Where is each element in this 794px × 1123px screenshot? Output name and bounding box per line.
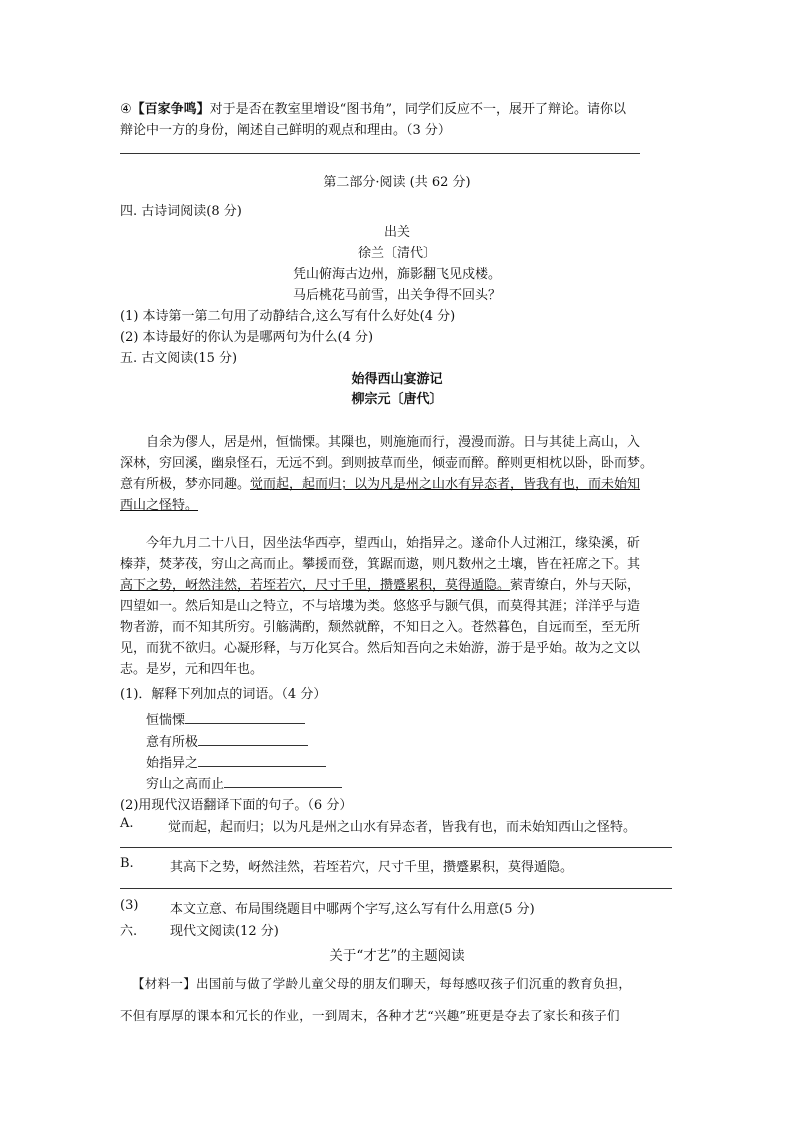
essay-question2: (2)用现代汉语翻译下面的句子。（6 分） bbox=[120, 798, 353, 813]
section6-label: 六. bbox=[120, 924, 138, 939]
word-1: 恒惴慄 bbox=[146, 713, 186, 728]
essay-question3-label: (3) bbox=[120, 898, 139, 913]
p2-line3 bbox=[120, 574, 640, 593]
p2-line3-plain: 萦青缭白，外与天际， bbox=[510, 578, 641, 593]
translate-b-label: B. bbox=[120, 856, 134, 871]
p2-line1: 今年九月二十八日，因坐法华西亭，望西山，始指异之。遂命仆人过湘江，缘染溪，斫 bbox=[146, 536, 641, 551]
essay-question3-text: 本文立意、布局围绕题目中哪两个字写,这么写有什么用意(5 分) bbox=[170, 902, 535, 917]
p1-line2: 深林，穷回溪，幽泉怪石，无远不到。到则披草而坐，倾壶而醉。醉则更相枕以卧，卧而梦。 bbox=[120, 456, 654, 471]
p2-line2: 榛莽，焚茅茷，穷山之高而止。攀援而登，箕踞而遨，则凡数州之土壤，皆在衽席之下。其 bbox=[120, 557, 641, 572]
word-item-1 bbox=[146, 709, 305, 728]
q4-tag: 【百家争鸣】 bbox=[131, 102, 210, 117]
p2-line7: 志。是岁，元和四年也。 bbox=[120, 662, 264, 677]
p1-line4: 西山之怪特。 bbox=[120, 498, 199, 513]
answer-line-b[interactable] bbox=[120, 888, 672, 889]
essay-question1: (1)．解释下列加点的词语。（4 分） bbox=[120, 687, 327, 702]
word-2: 意有所极 bbox=[146, 735, 199, 750]
p2-line5: 物者游，而不知其所穷。引觞满酌，颓然就醉，不知日之入。苍然暮色，自远而至，至无所 bbox=[120, 620, 641, 635]
material1-line2: 不但有厚厚的课本和冗长的作业，一到周末，各种才艺“兴趣”班更是夺去了家长和孩子们 bbox=[120, 1008, 620, 1023]
poem-author: 徐兰〔清代〕 bbox=[357, 246, 436, 261]
section5-heading: 五. 古文阅读(15 分) bbox=[120, 351, 238, 366]
essay-author: 柳宗元〔唐代〕 bbox=[351, 392, 443, 407]
section4-heading: 四. 古诗词阅读(8 分) bbox=[120, 204, 242, 219]
word-3: 始指异之 bbox=[146, 756, 199, 771]
p2-line4: 四望如一。然后知是山之特立，不与培塿为类。悠悠乎与颢气俱，而莫得其涯；洋洋乎与造 bbox=[120, 599, 641, 614]
answer-line bbox=[120, 153, 640, 154]
section6-title: 关于“才艺”的主题阅读 bbox=[329, 948, 465, 964]
poem-question1: (1) 本诗第一第二句用了动静结合,这么写有什么好处(4 分) bbox=[120, 309, 456, 324]
q4-line1-text: 对于是否在教室里增设“图书角”，同学们反应不一，展开了辩论。请你以 bbox=[209, 102, 626, 117]
word-item-4 bbox=[146, 773, 342, 792]
poem-title: 出关 bbox=[383, 225, 410, 240]
p1-line1: 自余为僇人，居是州，恒惴慄。其隟也，则施施而行，漫漫而游。日与其徒上高山，入 bbox=[146, 435, 641, 450]
poem-line2: 马后桃花马前雪，出关争得不回头？ bbox=[292, 288, 501, 303]
translate-a-text: 觉而起，起而归；以为凡是州之山水有异态者，皆我有也，而未始知西山之怪特。 bbox=[168, 820, 637, 835]
p1-line3 bbox=[120, 473, 640, 492]
p1-line3-underlined: 觉而起，起而归；以为凡是州之山水有异态者，皆我有也，而未始知 bbox=[250, 477, 641, 492]
poem-question2: (2) 本诗最好的你认为是哪两句为什么(4 分) bbox=[120, 330, 374, 345]
translate-b-text: 其高下之势，岈然洼然，若垤若穴，尺寸千里，攒蹙累积，莫得遁隐。 bbox=[170, 860, 574, 875]
essay-title: 始得西山宴游记 bbox=[351, 372, 443, 387]
translate-a-label: A. bbox=[120, 816, 134, 831]
word-item-2 bbox=[146, 731, 308, 750]
q4-line2: 辩论中一方的身份，阐述自己鲜明的观点和理由。（3 分） bbox=[120, 123, 451, 138]
material1-line1: 【材料一】出国前与做了学龄儿童父母的朋友们聊天，每每感叹孩子们沉重的教育负担， bbox=[132, 976, 632, 991]
answer-blank-1[interactable] bbox=[185, 711, 305, 724]
word-4: 穷山之高而止 bbox=[146, 777, 225, 792]
part2-title: 第二部分·阅读 (共 62 分) bbox=[323, 175, 471, 190]
q4-line1 bbox=[120, 98, 626, 117]
p2-line6: 见，而犹不欲归。心凝形释，与万化冥合。然后知吾向之未始游，游于是乎始。故为之文以 bbox=[120, 641, 641, 656]
word-item-3 bbox=[146, 752, 326, 771]
answer-line-a[interactable] bbox=[120, 847, 672, 848]
section6-heading: 现代文阅读(12 分) bbox=[170, 924, 279, 939]
answer-blank-3[interactable] bbox=[198, 754, 326, 767]
p1-line3-plain: 意有所极，梦亦同趣。 bbox=[120, 477, 251, 492]
p2-line3-underlined: 高下之势，岈然洼然，若垤若穴，尺寸千里，攒蹙累积，莫得遁隐。 bbox=[120, 578, 511, 593]
answer-blank-4[interactable] bbox=[224, 775, 342, 788]
q4-prefix: ④ bbox=[120, 102, 132, 117]
poem-line1: 凭山俯海古边州，旆影翻飞见戍楼。 bbox=[292, 267, 501, 282]
answer-blank-2[interactable] bbox=[198, 733, 308, 746]
